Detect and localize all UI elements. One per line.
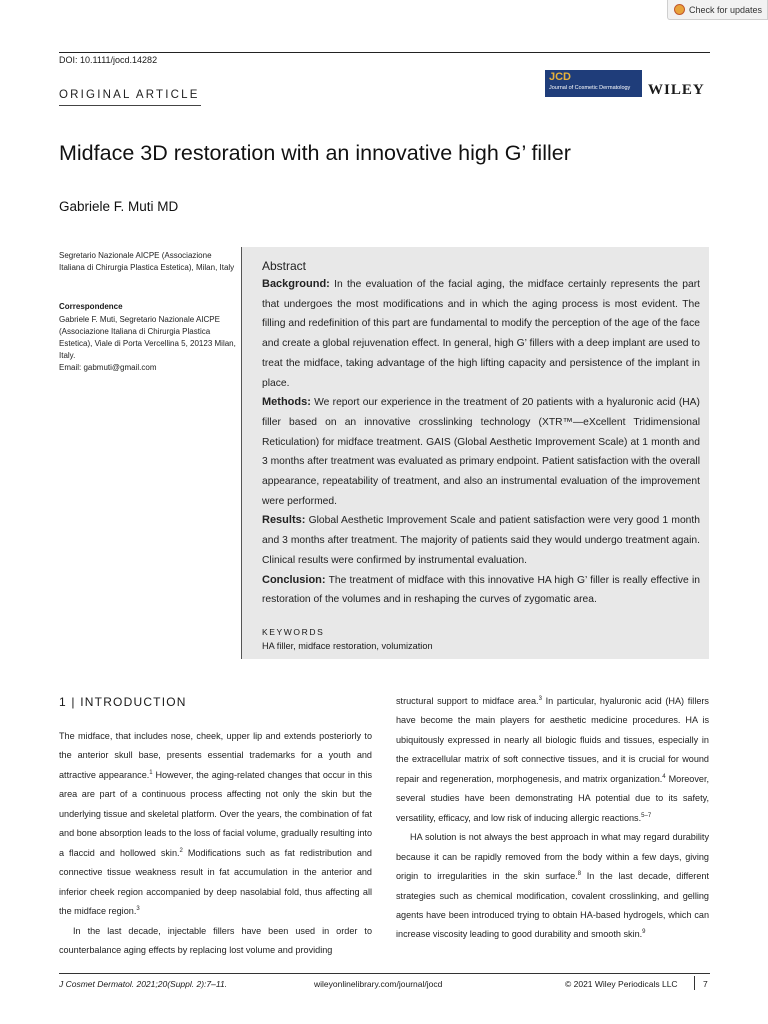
methods-label: Methods: — [262, 396, 311, 409]
abstract-background: In the evaluation of the facial aging, the midface certainly represents the part that undergoes the most modifications and in which the aging process is most evident. The filling and redefinition of this part are fundamental to modify the perception of the age of the face and create a global rejuvenation effect. In general, high G’ fillers with a deep implant are used to treat the midface, taking advantage of the high lifting capacity and persistence of the implant in place. — [262, 279, 700, 389]
reference-link[interactable]: 1 — [149, 769, 153, 776]
journal-logo-name: Journal of Cosmetic Dermatology — [549, 85, 631, 91]
intro-text: structural support to midface area. — [396, 696, 539, 706]
intro-column-left — [59, 727, 372, 960]
footer-url[interactable]: wileyonlinelibrary.com/journal/jocd — [314, 979, 443, 989]
abstract-heading: Abstract — [262, 259, 307, 273]
journal-logo[interactable] — [545, 70, 642, 97]
reference-link[interactable]: 9 — [642, 929, 646, 936]
reference-link[interactable]: 3 — [136, 906, 140, 913]
intro-text: HA solution is not always the best approach in what may regard durability because it can be rapidly removed from the body within a few days, giving origin to irregularities in the skin surface. — [396, 832, 709, 882]
check-for-updates-button[interactable] — [667, 0, 768, 20]
correspondence-email[interactable]: Email: gabmuti@gmail.com — [59, 363, 157, 372]
abstract-conclusion: The treatment of midface with this innovative HA high G’ filler is really effective in restoration of the volumes and in reshaping the curves of zygomatic area. — [262, 574, 700, 606]
doi[interactable]: DOI: 10.1111/jocd.14282 — [59, 55, 158, 65]
publisher-logo[interactable]: WILEY — [648, 82, 705, 98]
correspondence — [59, 314, 239, 374]
footer-citation: J Cosmet Dermatol. 2021;20(Suppl. 2):7–11. — [59, 979, 228, 989]
check-for-updates-label: Check for updates — [689, 4, 763, 15]
intro-column-right — [396, 692, 709, 945]
intro-text: In the last decade, different strategies such as chemical modification, covalent crosslinking, and gelling agents have been introduced trying to obtain HA-based hydrogels, which can increase viscosity leading to good durability and smooth skin. — [396, 871, 709, 940]
article-type-rule — [59, 105, 201, 106]
journal-logo-abbr: JCD — [549, 71, 572, 83]
abstract-methods: We report our experience in the treatment of 20 patients with a hyaluronic acid (HA) filler based on an innovative crosslinking technology (XTR™—eXcellent Tridimensional Reticulation) for midface treatment. GAIS (Global Aesthetic Improvement Scale) at 1 month and 3 months after treatment was evaluated as primary endpoint. Patient satisfaction with the overall appearance, repeatability of treatment, and also an instrumental evaluation of the improvement were performed. — [262, 397, 700, 507]
article-type: ORIGINAL ARTICLE — [59, 89, 200, 101]
keywords: HA filler, midface restoration, volumization — [262, 641, 433, 651]
keywords-heading: KEYWORDS — [262, 627, 325, 637]
reference-link[interactable]: 3 — [538, 695, 542, 702]
conclusion-label: Conclusion: — [262, 573, 326, 586]
section-heading: 1 | INTRODUCTION — [59, 695, 187, 709]
reference-link[interactable]: 8 — [577, 871, 582, 878]
reference-link[interactable]: 4 — [662, 773, 666, 780]
abstract-results: Global Aesthetic Improvement Scale and patient satisfaction were very good 1 month and 3 months after treatment. The majority of patients said they would undergo treatment again. Clinical results were confirmed by instrumental evaluation. — [262, 515, 700, 566]
correspondence-heading: Correspondence — [59, 302, 123, 311]
intro-text: In the last decade, injectable fillers have been used in order to counterbalance aging effects by replacing lost volume and providing — [59, 925, 372, 955]
intro-text: Modifications such as fat redistribution and connective tissue weakness result in fat accumulation in the anterior and inferior cheek region accompanied by deep nasolabial fold, thus affecting all the midface region. — [59, 847, 372, 917]
reference-link[interactable]: 5–7 — [641, 812, 652, 819]
affiliation: Segretario Nazionale AICPE (Associazione Italiana di Chirurgia Plastica Estetica), Milan, Italy — [59, 251, 235, 272]
intro-text: However, the aging-related changes that occur in this area are part of a continuous process affecting not only the skin but the underlying tissue and skeletal platform. Over the years, the combination of fat and bone absorption leads to the loss of facial volume, gradually resulting into a flaccid and hollowed skin. — [59, 769, 372, 858]
footer-copyright: © 2021 Wiley Periodicals LLC — [565, 979, 678, 989]
footer-divider — [694, 976, 695, 990]
author-name[interactable]: Gabriele F. Muti MD — [59, 199, 179, 214]
page-number: 7 — [703, 979, 708, 989]
footer-rule — [59, 973, 710, 974]
abstract-rule — [241, 247, 242, 659]
reference-link[interactable]: 2 — [179, 847, 183, 854]
intro-text: Moreover, several studies have been demonstrating HA potential due to its safety, versatility, efficacy, and low risk of inducing allergic reactions. — [396, 773, 710, 823]
correspondence-address: Gabriele F. Muti, Segretario Nazionale AICPE (Associazione Italiana di Chirurgia Plastica Estetica), Viale di Porta Vercellina 5, 20123 Milan, Italy. — [59, 315, 236, 360]
header-rule — [59, 52, 710, 53]
background-label: Background: — [262, 278, 330, 290]
intro-text: The midface, that includes nose, cheek, upper lip and extends posteriorly to the anterior skull base, presents essential trademarks for a youth and attractive appearance. — [59, 731, 372, 780]
abstract — [262, 257, 700, 610]
intro-text: In particular, hyaluronic acid (HA) fillers have become the main players for aesthetic medicine procedures. HA is ubiquitously expressed in nearly all biologic fluids and tissues, especially in the extracellular matrix of soft connective tissues, and it is crucial for wound repair and regeneration, morphogenesis, and matrix organization. — [396, 696, 709, 784]
results-label: Results: — [262, 514, 306, 527]
crossmark-icon — [674, 4, 685, 15]
paper-title: Midface 3D restoration with an innovative high G’ filler — [59, 141, 571, 165]
